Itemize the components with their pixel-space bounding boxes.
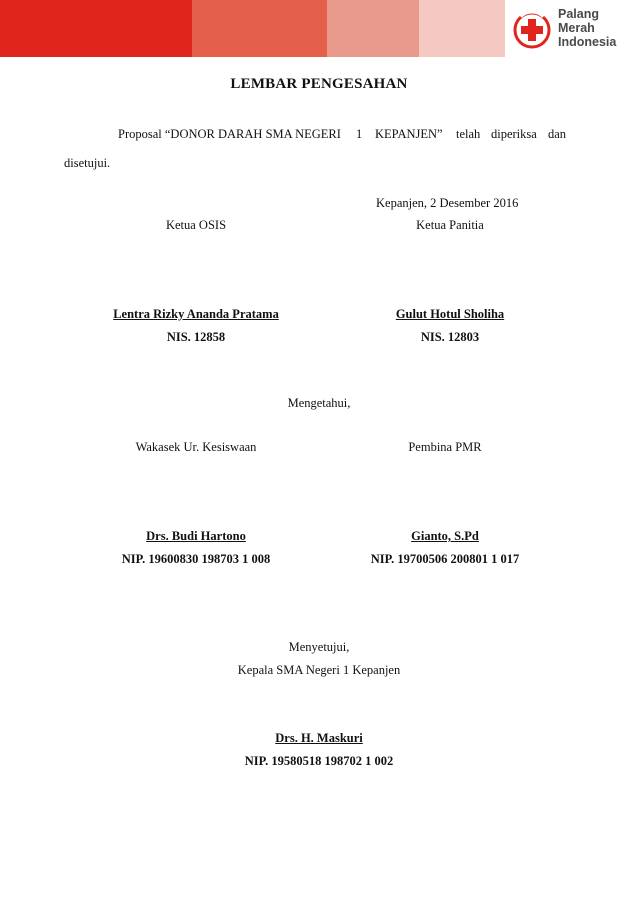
header-band-segment [0,0,192,57]
intro-text-part: 1 [356,127,363,141]
intro-text-line-2: disetujui. [64,156,111,170]
place-date: Kepanjen, 2 Desember 2016 [376,196,519,210]
header-color-band [0,0,505,57]
intro-text-part: KEPANJEN” [375,127,443,141]
signatory-name: Lentra Rizky Ananda Pratama [113,307,279,321]
logo-line-3: Indonesia [558,35,617,49]
intro-text-part: telah [456,127,481,141]
pmi-logo [512,5,638,55]
signatory-role: Wakasek Ur. Kesiswaan [135,440,257,454]
logo-line-2: Merah [558,21,595,35]
logo-line-1: Palang [558,7,599,21]
approval-label: Menyetujui, [288,640,350,654]
signatory-id: NIP. 19700506 200801 1 017 [370,552,520,566]
signatory-id: NIP. 19600830 198703 1 008 [121,552,271,566]
signatory-name: Gianto, S.Pd [411,529,479,543]
signatory-id: NIP. 19580518 198702 1 002 [244,754,394,768]
header-band-segment [327,0,419,57]
signatory-id: NIS. 12803 [420,330,480,344]
red-cross-icon [512,10,552,50]
intro-text-part: dan [548,127,567,141]
header-band-segment [192,0,327,57]
acknowledgement-label: Mengetahui, [287,396,351,410]
intro-text-part: Proposal “DONOR DARAH SMA NEGERI [118,127,341,141]
header-band-segment [419,0,505,57]
signatory-role: Ketua OSIS [165,218,227,232]
signatory-name: Drs. Budi Hartono [146,529,246,543]
intro-text-part: diperiksa [491,127,537,141]
signatory-role: Ketua Panitia [416,218,484,232]
signatory-id: NIS. 12858 [166,330,226,344]
signatory-name: Drs. H. Maskuri [275,731,363,745]
signatory-name: Gulut Hotul Sholiha [395,307,505,321]
signatory-role: Kepala SMA Negeri 1 Kepanjen [237,663,401,677]
logo-wordmark [558,7,616,49]
page-title: LEMBAR PENGESAHAN [230,76,408,92]
signatory-role: Pembina PMR [408,440,482,454]
